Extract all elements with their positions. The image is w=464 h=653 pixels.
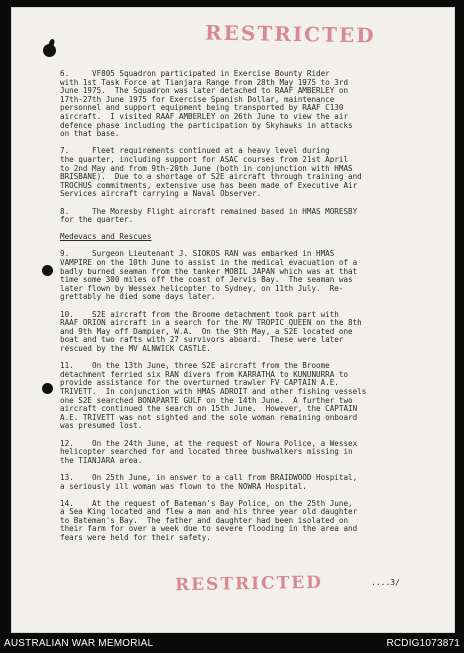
paragraph-9: 9. Surgeon Lieutenant J. SIOKOS RAN was embarked in HMAS VAMPIRE on the 10th June to assist in the medical evacuation of a badly burned seaman from the tanker MOBIL JAPAN which was at that time some 300 miles off the coast of Jervis Bay. The seaman was later flown by Wessex helicopter to Sydney, on 11th July. Re- grettably he died some days later.: [60, 249, 358, 302]
page-continuation: ....3/: [371, 578, 400, 587]
restricted-stamp-top: RESTRICTED: [204, 20, 376, 48]
paragraph-8: 8. The Moresby Flight aircraft remained based in HMAS MORESBY for the quarter.: [60, 206, 358, 225]
punch-hole: [42, 383, 53, 394]
paragraph-12: 12. On the 24th June, at the request of Nowra Police, a Wessex helicopter searched for and located three bushwalkers missing in the TIANJARA area.: [60, 438, 358, 465]
punch-hole: [43, 44, 56, 57]
footer-record-id: RCDIG1073871: [386, 638, 460, 649]
paragraph-7: 7. Fleet requirements continued at a heavy level during the quarter, including support for ASAC courses from 21st April to 2nd May and from 9th-20th June (both in conjunction with HMAS BRISBANE). Due to a shortage of S2E aircraft through training and TROCHUS commitments, extensive use has been made of Executive Air Services aircraft carrying a Naval Observer.: [60, 146, 362, 199]
paragraph-11: 11. On the 13th June, three S2E aircraft from the Broome detachment ferried six RAN divers from KARRATHA to KUNUNURRA to provide assistance for the overturned trawler FV CAPTAIN A.E. TRIVETT. In conjunction with HMAS ADROIT and other fishing vessels one S2E searched BONAPARTE GULF on the 14th June. A further two aircraft continued the search on 15th June. However, the CAPTAIN A.E. TRIVETT was not sighted and the sole woman remaining onboard was presumed lost.: [60, 361, 367, 431]
punch-hole: [42, 265, 53, 276]
document-body: [60, 70, 420, 551]
paragraph-14: 14. At the request of Bateman's Bay Police, on the 25th June, a Sea King located and flew a man and his three year old daughter to Bateman's Bay. The father and daughter had been isolated on their farm for over a week due to severe flooding in the area and fears were held for their safety.: [60, 498, 358, 543]
paragraph-13: 13. On 25th June, in answer to a call from BRAIDWOOD Hospital, a seriously ill woman was flown to the NOWRA Hospital.: [60, 472, 358, 491]
section-heading: Medevacs and Rescues: [60, 232, 152, 242]
footer-source: AUSTRALIAN WAR MEMORIAL: [4, 638, 154, 649]
paragraph-6: 6. VF805 Squadron participated in Exercise Bounty Rider with 1st Task Force at Tianjara Range from 28th May 1975 to 3rd June 1975. The Squadron was later detached to RAAF AMBERLEY on 17th-27th June 1975 for Exercise Spanish Dollar, maintenance personnel and support equipment being transported by RAAF C130 aircraft. I visited RAAF AMBERLEY on 26th June to view the air defence phase including the participation by Skyhawks in attacks on that base.: [60, 69, 353, 139]
paragraph-10: 10. S2E aircraft from the Broome detachment took part with RAAF ORION aircraft in a search for the MV TROPIC QUEEN on the 8th and 9th May off Dampier, W.A. On the 9th May, a S2E located one boat and two rafts with 27 survivors aboard. These were later rescued by the MV ALNWICK CASTLE.: [60, 309, 362, 353]
restricted-stamp-bottom: RESTRICTED: [174, 572, 324, 596]
footer-bar: [0, 636, 464, 653]
